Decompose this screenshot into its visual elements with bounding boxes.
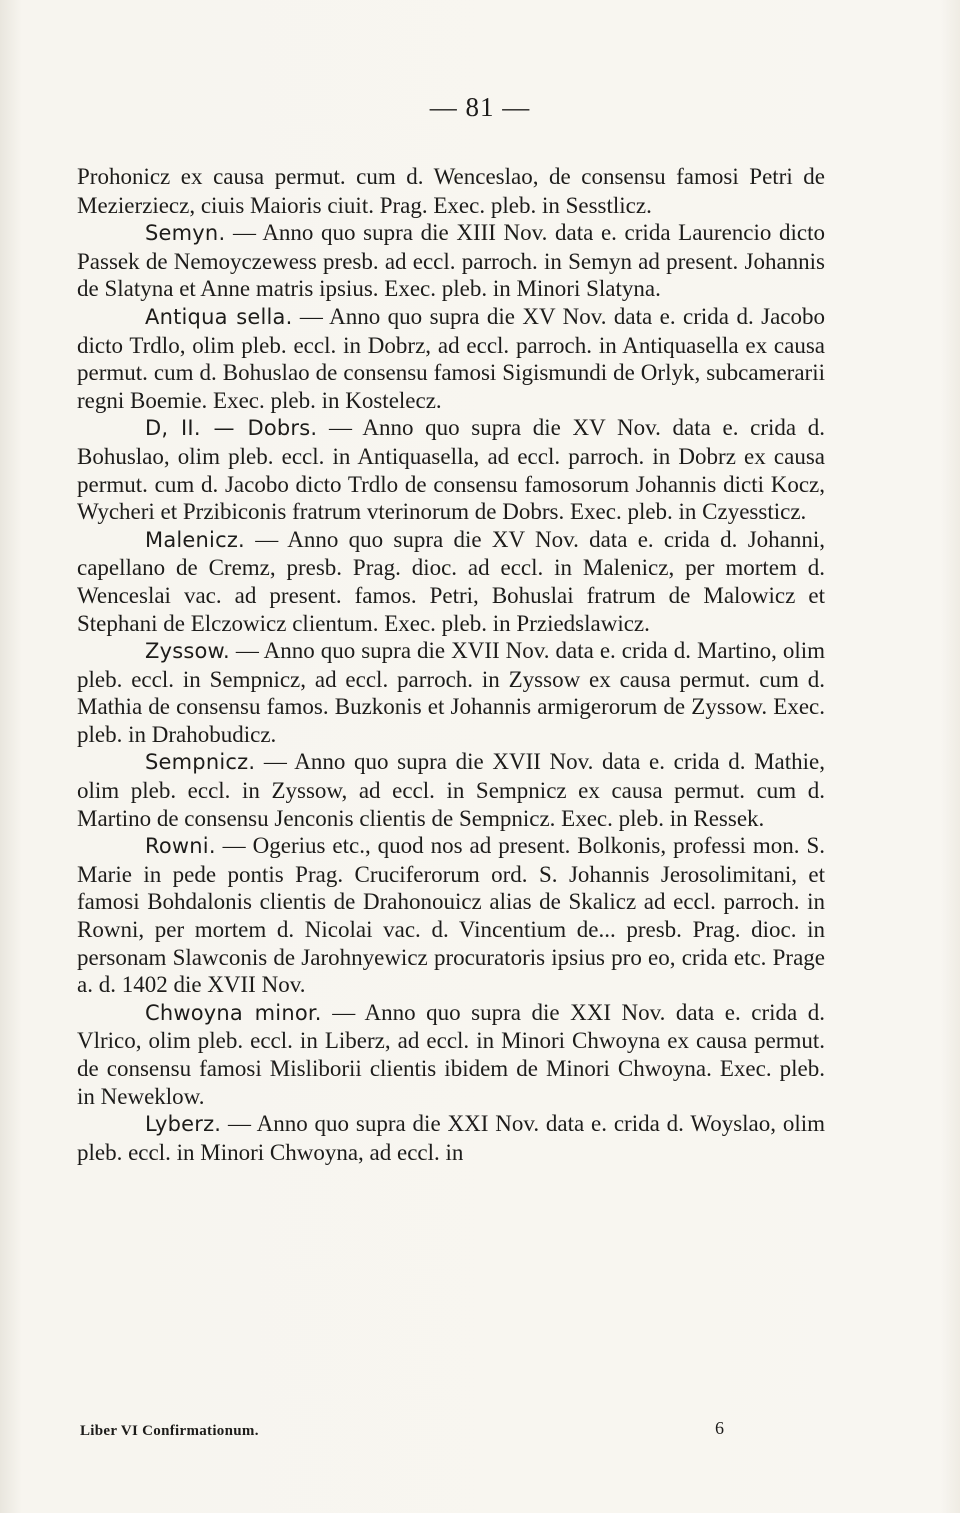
entry-place: Antiqua sella.	[145, 304, 293, 329]
entry-separator: —	[225, 220, 263, 246]
entry-text: Anno quo supra die XXI Nov. data e. crida d. Vlrico, olim pleb. eccl. in Liberz, ad eccl. in Minori Chwoyna ex causa permut. de consensu famosi Misliborii clientis ibidem de Minori Chwoyna. Exec. pleb. in Neweklow.	[77, 999, 825, 1109]
entry-place: Lyberz.	[145, 1112, 222, 1137]
confirmation-entries	[77, 163, 825, 1166]
entry-separator: —	[292, 303, 330, 329]
book-title-footer: Liber VI Confirmationum.	[80, 1423, 259, 1439]
entry-place: Malenicz.	[145, 527, 245, 552]
entry-text: Anno quo supra die XIII Nov. data e. crida Laurencio dicto Passek de Nemoyczewess presb. ad eccl. parroch. in Semyn ad present. Johannis de Slatyna et Anne matris ipsius. Exec. pleb. in Minori Slatyna.	[77, 220, 825, 302]
page-number: — 81 —	[429, 92, 531, 122]
entry-separator: —	[317, 415, 363, 441]
entry-place: Zyssow.	[145, 639, 230, 664]
entry-text: Ogerius etc., quod nos ad present. Bolkonis, professi mon. S. Marie in pede pontis Prag. Cruciferorum ord. S. Johannis Jerosolimitani, et famosi Bohdalonis clientis de Drahonouicz alias de Skalicz ad eccl. parroch. in Rowni, per mortem d. Nicolai vac. d. Vincentium de... presb. Prag. dioc. in personam Slawconis de Jarohnyewicz procuratoris ipsius pro eo, crida etc. Prage a. d. 1402 die XVII Nov.	[77, 833, 826, 998]
entry-malenicz	[77, 526, 825, 637]
entry-place: Sempnicz.	[145, 750, 256, 775]
entry-text: Anno quo supra die XV Nov. data e. crida d. Johanni, capellano de Cremz, presb. Prag. dioc. ad eccl. in Malenicz, per mortem d. Wenceslai vac. ad present. famos. Petri, Bohuslai fratrum de Malowicz et Stephani de Elczowicz clientum. Exec. pleb. in Prziedslawicz.	[77, 526, 825, 636]
entry-lyberz	[77, 1110, 825, 1166]
entry-text: Anno quo supra die XV Nov. data e. crida d. Jacobo dicto Trdlo, olim pleb. eccl. in Dobrz, ad eccl. parroch. in Antiquasella ex causa permut. cum d. Bohuslao de consensu famosi Sigismundi de Orlyk, subcamerarii regni Boemie. Exec. pleb. in Kostelecz.	[77, 303, 826, 413]
entry-separator: —	[244, 526, 288, 552]
entry-text: Anno quo supra die XVII Nov. data e. crida d. Mathie, olim pleb. eccl. in Zyssow, ad eccl. in Sempnicz ex causa permut. cum d. Martino de consensu Jenconis clientis de Sempnicz. Exec. pleb. in Ressek.	[77, 749, 826, 831]
entry-zyssow	[77, 637, 825, 748]
entry-place: Rowni.	[145, 834, 216, 859]
entry-separator: —	[215, 833, 253, 859]
entry-antiqua-sella	[77, 303, 825, 414]
entry-text: Anno quo supra die XXI Nov. data e. crida d. Woyslao, olim pleb. eccl. in Minori Chwoyna, ad eccl. in	[77, 1111, 825, 1165]
entry-chwoyna-minor	[77, 999, 825, 1110]
entry-place: Semyn.	[145, 221, 226, 246]
entry-sempnicz	[77, 748, 825, 832]
entry-text: Prohonicz ex causa permut. cum d. Wenceslao, de consensu famosi Petri de Mezierziecz, ciuis Maioris ciuit. Prag. Exec. pleb. in Sesstlicz.	[77, 164, 825, 218]
entry-place: D, II. — Dobrs.	[145, 416, 318, 441]
entry-prohonicz-continuation	[77, 163, 825, 219]
entry-separator: —	[221, 1111, 257, 1137]
entry-separator: —	[229, 638, 264, 664]
entry-separator: —	[255, 749, 295, 775]
entry-text: Anno quo supra die XV Nov. data e. crida d. Bohuslao, olim pleb. eccl. in Antiquasella, ad eccl. parroch. in Dobrz ex causa permut. cum d. Jacobo dicto Trdlo de consensu famosorum Johannis dicti Kocz, Wycheri et Przibiconis fratrum vterinorum de Dobrs. Exec. pleb. in Czyessticz.	[77, 415, 825, 525]
signature-number: 6	[715, 1418, 724, 1438]
entry-rowni	[77, 832, 825, 999]
entry-text: Anno quo supra die XVII Nov. data e. crida d. Martino, olim pleb. eccl. in Sempnicz, ad eccl. parroch. in Zyssow ex causa permut. cum d. Mathia de consensu famos. Buzkonis et Johannis armigerorum de Zyssow. Exec. pleb. in Drahobudicz.	[77, 638, 826, 747]
entry-separator: —	[321, 999, 365, 1025]
entry-place: Chwoyna minor.	[145, 1000, 322, 1025]
entry-semyn	[77, 219, 825, 303]
entry-dobrs	[77, 414, 825, 525]
